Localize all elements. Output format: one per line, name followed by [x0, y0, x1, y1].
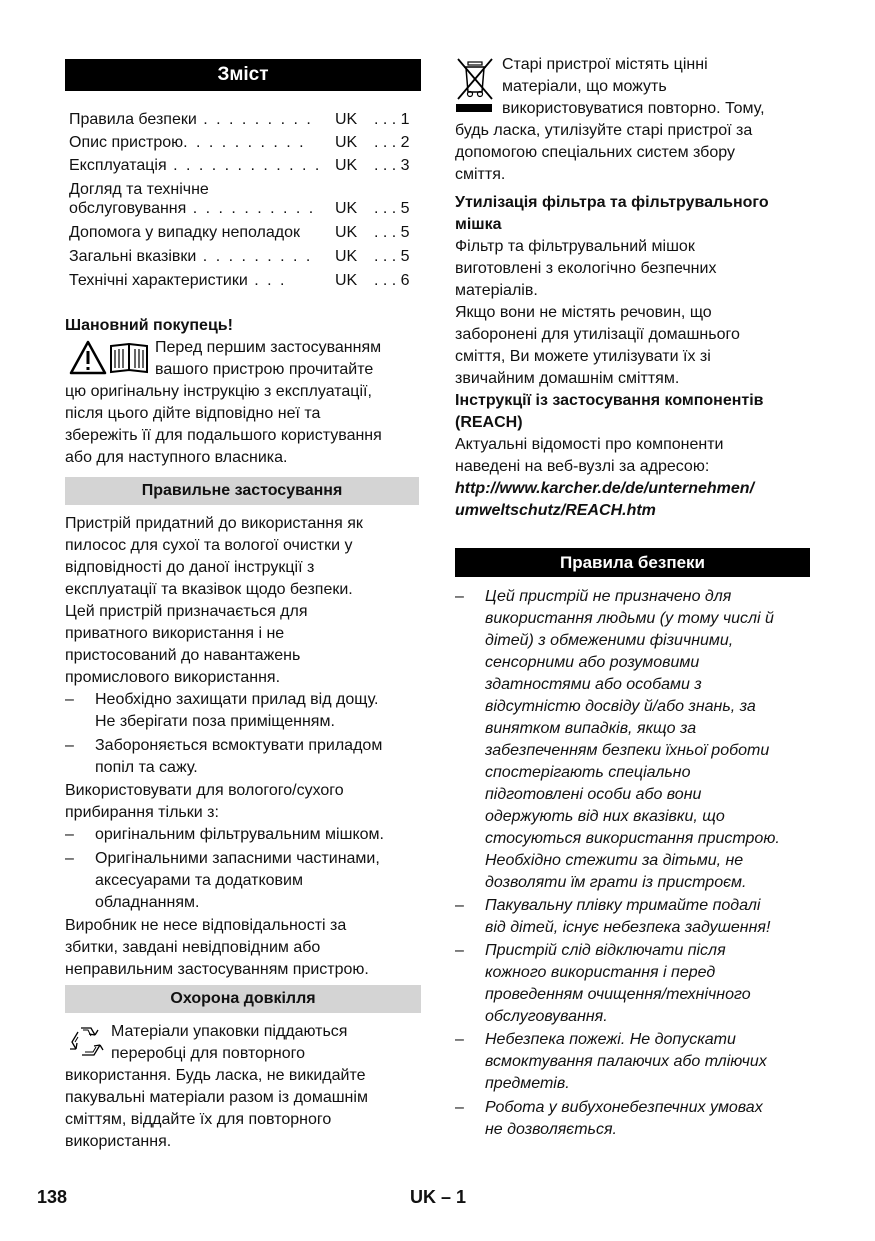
old-devices-text-line: допомогою спеціальних систем збору	[455, 144, 735, 161]
environment-text-line: переробці для повторного	[111, 1045, 306, 1062]
safety-item-line: забезпеченням безпеки їхньої роботи	[485, 742, 770, 759]
proper-use-text-line: Використовувати для вологого/сухого	[65, 782, 344, 799]
safety-item-line: Небезпека пожежі. Не допускати	[485, 1031, 736, 1048]
safety-item-line: предметів.	[485, 1075, 570, 1092]
filter-disposal-heading: Утилізація фільтра та фільтрувального	[455, 194, 769, 211]
toc-item[interactable]: Технічні характеристики . . . UK . . . 6	[69, 272, 410, 289]
safety-item-line: обслуговування.	[485, 1008, 608, 1025]
reach-heading: Інструкції із застосування компонентів	[455, 392, 764, 409]
list-item-line: Забороняється всмоктувати приладом	[95, 737, 383, 754]
proper-use-text-line: відповідності до даної інструкції з	[65, 559, 315, 576]
list-dash: –	[455, 897, 464, 914]
section-page-label: UK – 1	[410, 1187, 467, 1207]
customer-text-line: Перед першим застосуванням	[155, 339, 382, 356]
customer-text-line: цю оригінальну інструкцію з експлуатації,	[65, 383, 372, 400]
safety-item-line: від дітей, існує небезпека задушення!	[485, 919, 771, 936]
safety-item-line: Цей пристрій не призначено для	[485, 588, 732, 605]
proper-use-text-line: промислового використання.	[65, 669, 281, 686]
list-dash: –	[65, 737, 74, 754]
list-item-line: аксесуарами та додатковим	[95, 872, 303, 889]
proper-use-text-line: Виробник не несе відповідальності за	[65, 917, 347, 934]
safety-heading: Правила безпеки	[455, 548, 810, 577]
safety-item-line: одержують від них вказівки, що	[485, 808, 725, 825]
safety-item-line: дітей) з обмеженими фізичними,	[485, 632, 734, 649]
page-number: 138	[37, 1187, 68, 1207]
safety-item-line: стосуються використання пристрою.	[485, 830, 780, 847]
customer-text-line: або для наступного власника.	[65, 449, 288, 466]
list-item-line: попіл та сажу.	[95, 759, 198, 776]
safety-item-line: спостерігають спеціально	[485, 764, 691, 781]
safety-item-line: всмоктування палаючих або тліючих	[485, 1053, 767, 1070]
list-item-line: оригінальним фільтрувальним мішком.	[95, 826, 384, 843]
reach-link[interactable]: umweltschutz/REACH.htm	[455, 502, 656, 519]
safety-item-line: відсутністю досвіду й/або знань, за	[485, 698, 756, 715]
toc-item[interactable]: обслуговування . . . . . . . . . . UK . . . 5	[69, 200, 410, 217]
list-dash: –	[65, 850, 74, 867]
proper-use-text-line: пристосований до навантажень	[65, 647, 301, 664]
environment-text-line: Матеріали упаковки піддаються	[111, 1023, 348, 1040]
reach-text-line: наведені на веб-вузлі за адресою:	[455, 458, 710, 475]
proper-use-heading: Правильне застосування	[65, 477, 419, 505]
environment-heading: Охорона довкілля	[65, 985, 421, 1013]
safety-item-line: проведенням очищення/технічного	[485, 986, 751, 1003]
proper-use-text-line: Цей пристрій призначається для	[65, 603, 308, 620]
filter-text-line: заборонені для утилізації домашнього	[455, 326, 740, 343]
environment-text-line: використання. Будь ласка, не викидайте	[65, 1067, 366, 1084]
list-dash: –	[455, 588, 464, 605]
old-devices-text-line: сміття.	[455, 166, 506, 183]
proper-use-text-line: неправильним застосуванням пристрою.	[65, 961, 369, 978]
customer-heading: Шановний покупець!	[65, 317, 233, 334]
list-item-line: Не зберігати поза приміщенням.	[95, 713, 335, 730]
filter-text-line: Фільтр та фільтрувальний мішок	[455, 238, 695, 255]
list-item-line: обладнанням.	[95, 894, 200, 911]
old-devices-text-line: будь ласка, утилізуйте старі пристрої за	[455, 122, 753, 139]
proper-use-text-line: пилосос для сухої та вологої очистки у	[65, 537, 353, 554]
filter-text-line: Якщо вони не містять речовин, що	[455, 304, 712, 321]
proper-use-text-line: приватного використання і не	[65, 625, 285, 642]
safety-item-line: здатностями або особами з	[485, 676, 702, 693]
toc-item[interactable]: Опис пристрою. . . . . . . . . . UK . . . 2	[69, 134, 410, 151]
proper-use-text-line: Пристрій придатний до використання як	[65, 515, 363, 532]
list-dash: –	[455, 942, 464, 959]
old-devices-text-line: використовуватися повторно. Тому,	[502, 100, 765, 117]
safety-item-line: Пакувальну плівку тримайте подалі	[485, 897, 761, 914]
proper-use-text-line: експлуатації та вказівок щодо безпеки.	[65, 581, 353, 598]
safety-item-line: винятком випадків, якщо за	[485, 720, 697, 737]
list-dash: –	[455, 1099, 464, 1116]
list-dash: –	[65, 826, 74, 843]
safety-item-line: дозволяти їм грати із пристроєм.	[485, 874, 747, 891]
safety-item-line: не дозволяється.	[485, 1121, 617, 1138]
safety-item-line: використання людьми (у тому числі й	[485, 610, 774, 627]
safety-item-line: Пристрій слід відключати після	[485, 942, 726, 959]
crossed-bin-icon	[455, 56, 495, 114]
environment-text-line: використання.	[65, 1133, 172, 1150]
recycling-icon	[67, 1024, 107, 1060]
environment-text-line: пакувальні матеріали разом із домашнім	[65, 1089, 368, 1106]
toc-item[interactable]: Догляд та технічне	[69, 181, 209, 198]
customer-text-line: після цього дійте відповідно неї та	[65, 405, 321, 422]
proper-use-text-line: збитки, завдані невідповідним або	[65, 939, 321, 956]
reach-heading: (REACH)	[455, 414, 523, 431]
list-dash: –	[455, 1031, 464, 1048]
safety-item-line: Необхідно стежити за дітьми, не	[485, 852, 744, 869]
warning-manual-icon	[69, 340, 153, 376]
toc-title: Зміст	[65, 59, 421, 91]
toc-item[interactable]: Допомога у випадку неполадок UK . . . 5	[69, 224, 410, 241]
safety-item-line: кожного використання і перед	[485, 964, 716, 981]
filter-text-line: сміття, Ви можете утилізувати їх зі	[455, 348, 711, 365]
safety-item-line: сенсорними або розумовими	[485, 654, 700, 671]
toc-item[interactable]: Загальні вказівки . . . . . . . . . UK . . . 5	[69, 248, 410, 265]
toc-item[interactable]: Правила безпеки . . . . . . . . . UK . . . 1	[69, 111, 410, 128]
customer-text-line: вашого пристрою прочитайте	[155, 361, 374, 378]
safety-item-line: Робота у вибухонебезпечних умовах	[485, 1099, 763, 1116]
proper-use-text-line: прибирання тільки з:	[65, 804, 219, 821]
filter-text-line: звичайним домашнім сміттям.	[455, 370, 680, 387]
filter-disposal-heading: мішка	[455, 216, 502, 233]
reach-text-line: Актуальні відомості про компоненти	[455, 436, 724, 453]
safety-item-line: підготовлені особи або вони	[485, 786, 702, 803]
list-item-line: Необхідно захищати прилад від дощу.	[95, 691, 379, 708]
filter-text-line: виготовлені з екологічно безпечних	[455, 260, 717, 277]
environment-text-line: сміттям, віддайте їх для повторного	[65, 1111, 332, 1128]
old-devices-text-line: матеріали, що можуть	[502, 78, 667, 95]
list-dash: –	[65, 691, 74, 708]
list-item-line: Оригінальними запасними частинами,	[95, 850, 380, 867]
filter-text-line: матеріалів.	[455, 282, 538, 299]
toc-item[interactable]: Експлуатація . . . . . . . . . . . . UK . . . 3	[69, 157, 410, 174]
old-devices-text-line: Старі пристрої містять цінні	[502, 56, 708, 73]
reach-link[interactable]: http://www.karcher.de/de/unternehmen/	[455, 480, 755, 497]
customer-text-line: збережіть її для подальшого користування	[65, 427, 382, 444]
